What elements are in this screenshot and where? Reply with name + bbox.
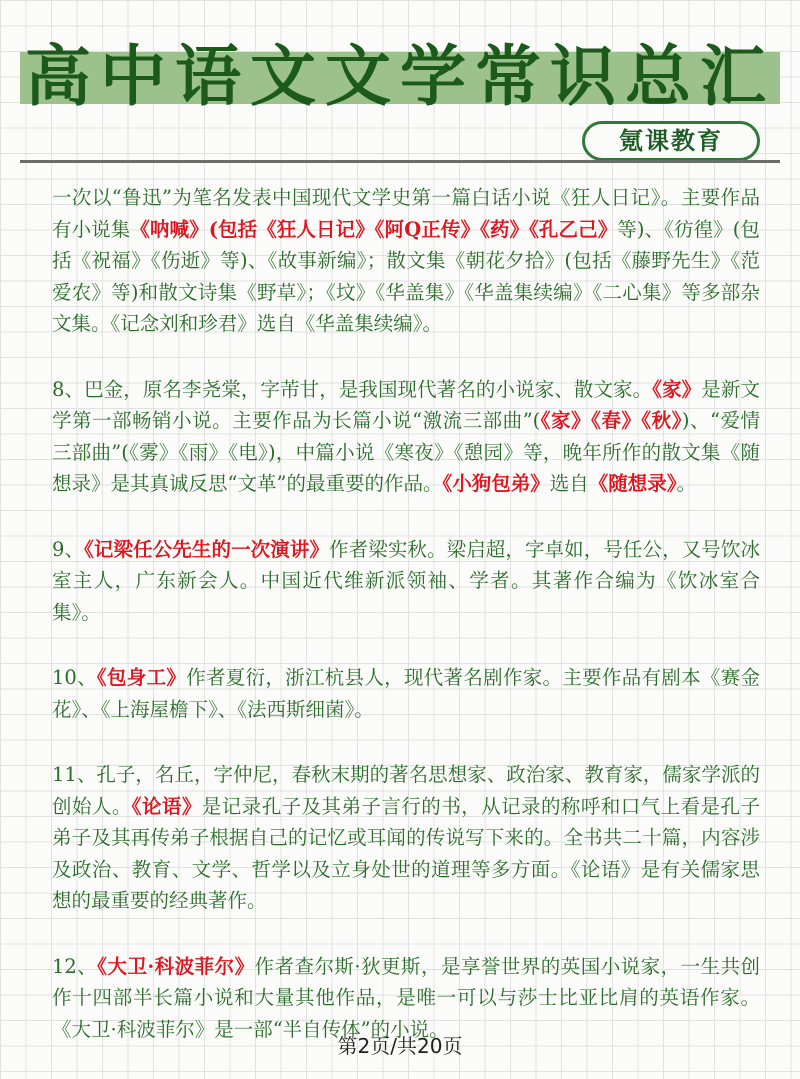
paragraph-text: 10、 <box>52 666 97 689</box>
paragraph <box>52 759 760 917</box>
paragraph <box>52 662 760 725</box>
page-indicator: 第2页/共20页 <box>337 1034 463 1058</box>
paragraph-text: 是记录孔子及其弟子言行的书，从记录的称呼和口气上看是孔子弟子及其再传弟子根据自己的记忆或耳闻的传说写下来的。全书共二十篇，内容涉及政治、教育、文学、哲学以及立身处世的道理等多方面。《论语》是有关儒家思想的最重要的经典著作。 <box>52 794 760 912</box>
paragraph <box>52 534 760 629</box>
highlighted-title: 《包身工》 <box>96 666 187 689</box>
highlighted-title: 《家》 <box>652 377 702 401</box>
page-title: 高中语文文学常识总汇 <box>25 37 775 115</box>
paragraph <box>52 182 760 340</box>
highlighted-title: 《论语》 <box>131 794 202 818</box>
paragraph-text: 等)、《彷徨》(包括《祝福》《伤逝》等)、《故事新编》；散文集《朝花夕拾》(包括《藤野先生》《范爱农》等)和散文诗集《野草》；《坟》《华盖集》《华盖集续编》《二心集》等多部杂文集。《记念刘和珍君》选自《华盖集续编》。 <box>52 217 760 335</box>
paragraph-text: 9、 <box>52 537 85 561</box>
brand-badge: 氪课教育 <box>582 121 760 161</box>
paragraph-text: 作者查尔斯·狄更斯，是享誉世界的英国小说家，一生共创作十四部半长篇小说和大量其他作品，是唯一可以与莎士比亚比肩的英语作家。《大卫·科波菲尔》是一部“半自传体”的小说。 <box>52 954 760 1041</box>
highlighted-title: 《大卫·科波菲尔》 <box>97 954 255 978</box>
highlighted-title: 《随想录》 <box>588 472 677 495</box>
paragraph-text: 作者梁实秋。梁启超，字卓如，号任公，又号饮冰室主人，广东新会人。中国近代维新派领袖、学者。其著作合编为《饮冰室合集》。 <box>52 537 760 624</box>
highlighted-title: 《记梁任公先生的一次演讲》 <box>84 537 330 561</box>
article-body <box>52 182 760 1079</box>
paragraph-text: 一次以“鲁迅”为笔名发表中国现代文学史第一篇白话小说《狂人日记》。主要作品有小说集 <box>52 186 760 241</box>
paragraph-text: 11、孔子，名丘，字仲尼，春秋末期的著名思想家、政治家、教育家，儒家学派的创始人。 <box>52 763 760 818</box>
highlighted-title: 《呐喊》(包括《狂人日记》《阿Q正传》《药》《孔乙己》 <box>130 217 618 241</box>
highlighted-title: 《家》《春》《秋》 <box>540 409 682 432</box>
paragraph-text: 作者夏衍，浙江杭县人，现代著名剧作家。主要作品有剧本《赛金花》、《上海屋檐下》、《法西斯细菌》。 <box>52 666 760 721</box>
paragraph-text: 是新文学第一部畅销小说。主要作品为长篇小说“激流三部曲”( <box>52 377 760 432</box>
paragraph-text: 12、 <box>52 954 98 978</box>
paragraph-text: )、“爱情三部曲”(《雾》《雨》《电》)，中篇小说《寒夜》《憩园》等，晚年所作的散文集《随想录》是其真诚反思“文革”的最重要的作品。 <box>52 409 761 495</box>
paragraph-text: 。 <box>676 472 697 495</box>
highlighted-title: 《小狗包弟》 <box>442 472 550 495</box>
paragraph <box>52 374 760 500</box>
header-divider <box>20 160 780 163</box>
paragraph-text: 8、巴金，原名李尧棠，字芾甘，是我国现代著名的小说家、散文家。 <box>52 377 653 401</box>
paragraph-text: 选自 <box>549 472 589 495</box>
